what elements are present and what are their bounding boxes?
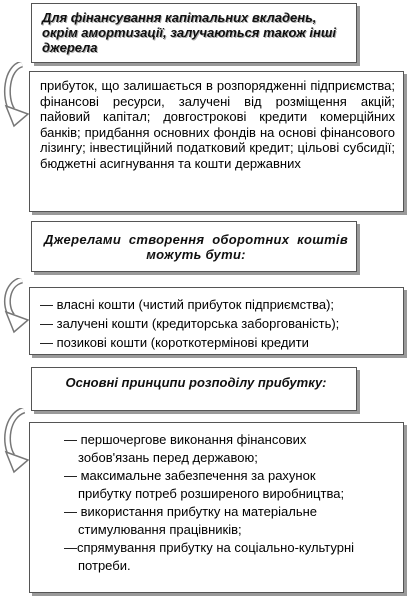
working-capital-sources-list bbox=[40, 295, 395, 352]
working-capital-header bbox=[31, 221, 357, 272]
list-item-line: — використання прибутку на матеріальне bbox=[64, 504, 318, 519]
list-item-line: потреби. bbox=[78, 558, 131, 573]
working-capital-sources-box bbox=[29, 287, 404, 355]
list-item bbox=[64, 431, 393, 467]
list-item-line: прибутку потреб розширеного виробництва; bbox=[78, 486, 345, 501]
list-item: — залучені кошти (кредиторська заборгованість); bbox=[40, 316, 340, 331]
list-item-line: стимулювання працівників; bbox=[78, 522, 242, 537]
list-item bbox=[64, 467, 393, 503]
profit-distribution-header-text: Основні принципи розподілу прибутку: bbox=[65, 375, 327, 390]
list-item: — позикові кошти (короткотермінові кредити bbox=[40, 335, 309, 350]
profit-distribution-principles-box bbox=[29, 422, 404, 593]
capital-investment-header bbox=[31, 3, 357, 63]
capital-investment-header-text: Для фінансування капітальних вкладень, окрім амортизації, залучаються також інші джерела bbox=[42, 10, 337, 55]
list-item-line: — максимальне забезпечення за рахунок bbox=[64, 468, 316, 483]
list-item-line: зобов'язань перед державою; bbox=[78, 450, 258, 465]
capital-investment-sources-text: прибуток, що залишається в розпорядженні підприємства; фінансові ресурси, залучені від розміщення акцій; пайовий капітал; довгострокові кредити комерційних банків; придбання основних фондів на основі фінансового лізингу; інвестиційний податковий кредит; цільові субсидії; бюджетні асигнування та кошти державних bbox=[40, 78, 395, 171]
list-item: — власні кошти (чистий прибуток підприємства); bbox=[40, 297, 335, 312]
curved-arrow-icon-1 bbox=[2, 62, 32, 132]
profit-distribution-principles-list bbox=[64, 431, 393, 575]
capital-investment-sources-box bbox=[29, 71, 404, 212]
list-item-line: — першочергове виконання фінансових bbox=[64, 432, 307, 447]
curved-arrow-icon-3 bbox=[2, 408, 32, 478]
list-item bbox=[64, 503, 393, 539]
list-item bbox=[64, 539, 393, 575]
profit-distribution-header bbox=[31, 367, 357, 411]
curved-arrow-icon-2 bbox=[2, 278, 32, 338]
working-capital-header-text: Джерелами створення оборотних коштів можуть бути: bbox=[44, 232, 348, 262]
list-item-line: —спрямування прибутку на соціально-культурні bbox=[64, 540, 355, 555]
